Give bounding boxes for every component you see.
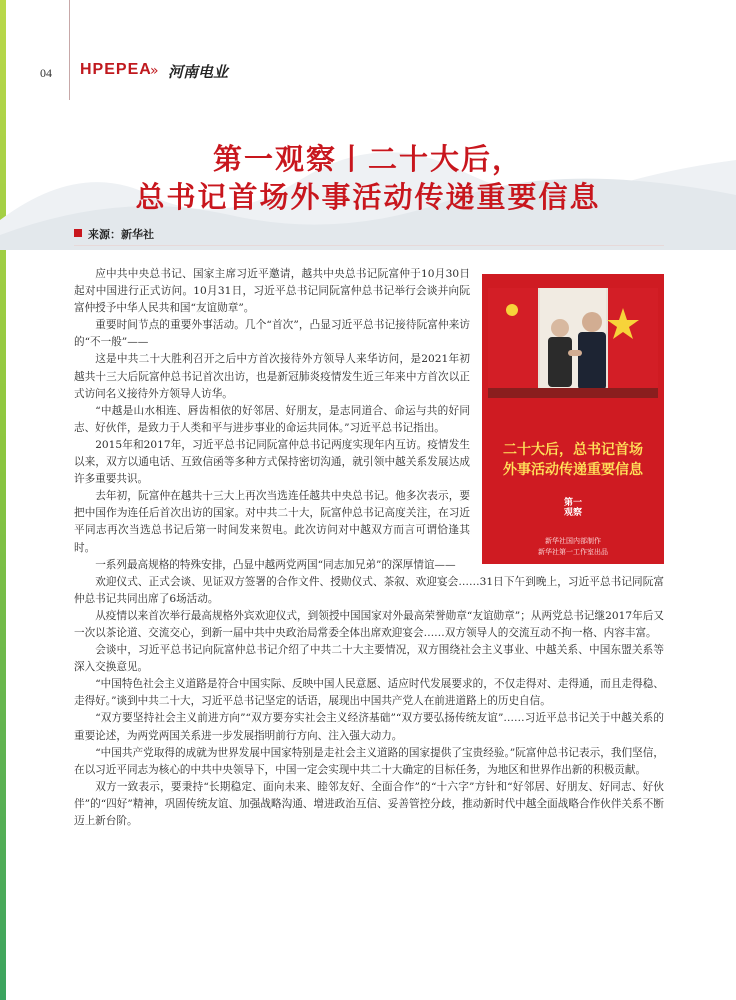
leaders-handshake-photo: [488, 288, 658, 398]
article-paragraph: 这是中共二十大胜利召开之后中方首次接待外方领导人来华访问，是2021年初越共十三大后阮富仲总书记首次出访，也是新冠肺炎疫情发生近三年来中方首次以正式访问名义接待外方领导人访华。: [74, 353, 470, 400]
publication-name: 河南电业: [168, 63, 229, 81]
article-paragraph: “中国特色社会主义道路是符合中国实际、反映中国人民意愿、适应时代发展要求的，不仅走得对、走得通，而且走得稳、走得好。”谈到中共二十大，习近平总书记坚定的话语，展现出中国共产党人在前进道路上的历史自信。: [74, 678, 664, 708]
article-paragraph: 去年初，阮富仲在越共十三大上再次当选连任越共中央总书记。他多次表示，要把中国作为连任后首次出访的国家。对中共二十大，阮富仲总书记高度关注，在习近平同志再次当选总书记后第一时间发来贺电。此次访问对中越双方而言可谓恰逢其时。: [74, 490, 470, 554]
page-number: 04: [40, 66, 52, 80]
header-divider: [69, 0, 70, 100]
article-title-line-1: 第一观察丨二十大后，: [212, 142, 523, 176]
article-paragraph: 2015年和2017年，习近平总书记同阮富仲总书记两度实现年内互访。疫情发生以来，双方以通电话、互致信函等多种方式保持密切沟通，就引领中越关系发展达成许多重要共识。: [74, 438, 470, 486]
article-paragraph: 从疫情以来首次举行最高规格外宾欢迎仪式，到领授中国国家对外最高荣誉勋章“友谊勋章”；从两党总书记继2017年后又一次以茶论道、交流交心，到新一届中共中央政治局常委全体出席欢迎宴会……双方领导人的交流互动不拘一格、内容丰富。: [74, 609, 664, 639]
source-divider: [74, 245, 664, 246]
article-paragraph: 欢迎仪式、正式会谈、见证双方签署的合作文件、授勋仪式、茶叙、欢迎宴会……31日下午到晚上，习近平总书记同阮富仲总书记共同出席了6场活动。: [74, 575, 664, 605]
article-body: [74, 266, 664, 830]
cover-title-line-1: 二十大后，总书记首场: [503, 442, 643, 458]
article-paragraph: “中国共产党取得的成就为世界发展中国家特别是走社会主义道路的国家提供了宝贵经验。”阮富仲总书记表示，我们坚信，在以习近平同志为核心的中共中央领导下，中国一定会实现中共二十大确定的目标任务，为地区和世界作出新的积极贡献。: [74, 746, 664, 776]
brand-logo-text: HPEPEA: [80, 61, 152, 78]
article-cover-image: [482, 274, 664, 564]
article-paragraph: “双方要坚持社会主义前进方向”“双方要夯实社会主义经济基础”“双方要弘扬传统友谊”……习近平总书记关于中越关系的重要论述，为两党两国关系进一步发展指明前行方向、注入强大动力。: [74, 712, 664, 742]
article-paragraph: 双方一致表示，要秉持“长期稳定、面向未来、睦邻友好、全面合作”的“十六字”方针和“好邻居、好朋友、好同志、好伙伴”的“四好”精神，巩固传统友谊、加强战略沟通、增进政治互信、妥善管控分歧，推动新时代中越全面战略合作伙伴关系不断迈上新台阶。: [74, 780, 664, 827]
cover-title-line-2: 外事活动传递重要信息: [503, 462, 643, 478]
article-title-line-2: 总书记首场外事活动传递重要信息: [135, 180, 601, 214]
cover-seal: 第一 观察: [563, 498, 582, 518]
article-paragraph: 重要时间节点的重要外事活动。几个“首次”，凸显习近平总书记接待阮富仲来访的“不一般”——: [74, 319, 470, 349]
article-paragraph: 一系列最高规格的特殊安排，凸显中越两党两国“同志加兄弟”的深厚情谊——: [95, 558, 456, 571]
article-paragraph: 会谈中，习近平总书记向阮富仲总书记介绍了中共二十大主要情况，双方围绕社会主义事业、中越关系、中国东盟关系等深入交换意见。: [74, 644, 664, 674]
chevron-right-icon: »: [150, 63, 159, 79]
square-bullet-icon: [74, 229, 82, 237]
cover-credit-line-2: 新华社第一工作室出品: [538, 548, 608, 556]
cover-credit-line-1: 新华社国内部制作: [545, 537, 601, 545]
article-source: 来源：新华社: [88, 228, 154, 241]
article-paragraph: 应中共中央总书记、国家主席习近平邀请，越共中央总书记阮富仲于10月30日起对中国进行正式访问。10月31日，习近平总书记同阮富仲总书记举行会谈并向阮富仲授予中华人民共和国“友谊勋章”。: [74, 268, 470, 315]
article-paragraph: “中越是山水相连、唇齿相依的好邻居、好朋友，是志同道合、命运与共的好同志、好伙伴，是致力于人类和平与进步事业的命运共同体。”习近平总书记指出。: [74, 404, 470, 434]
